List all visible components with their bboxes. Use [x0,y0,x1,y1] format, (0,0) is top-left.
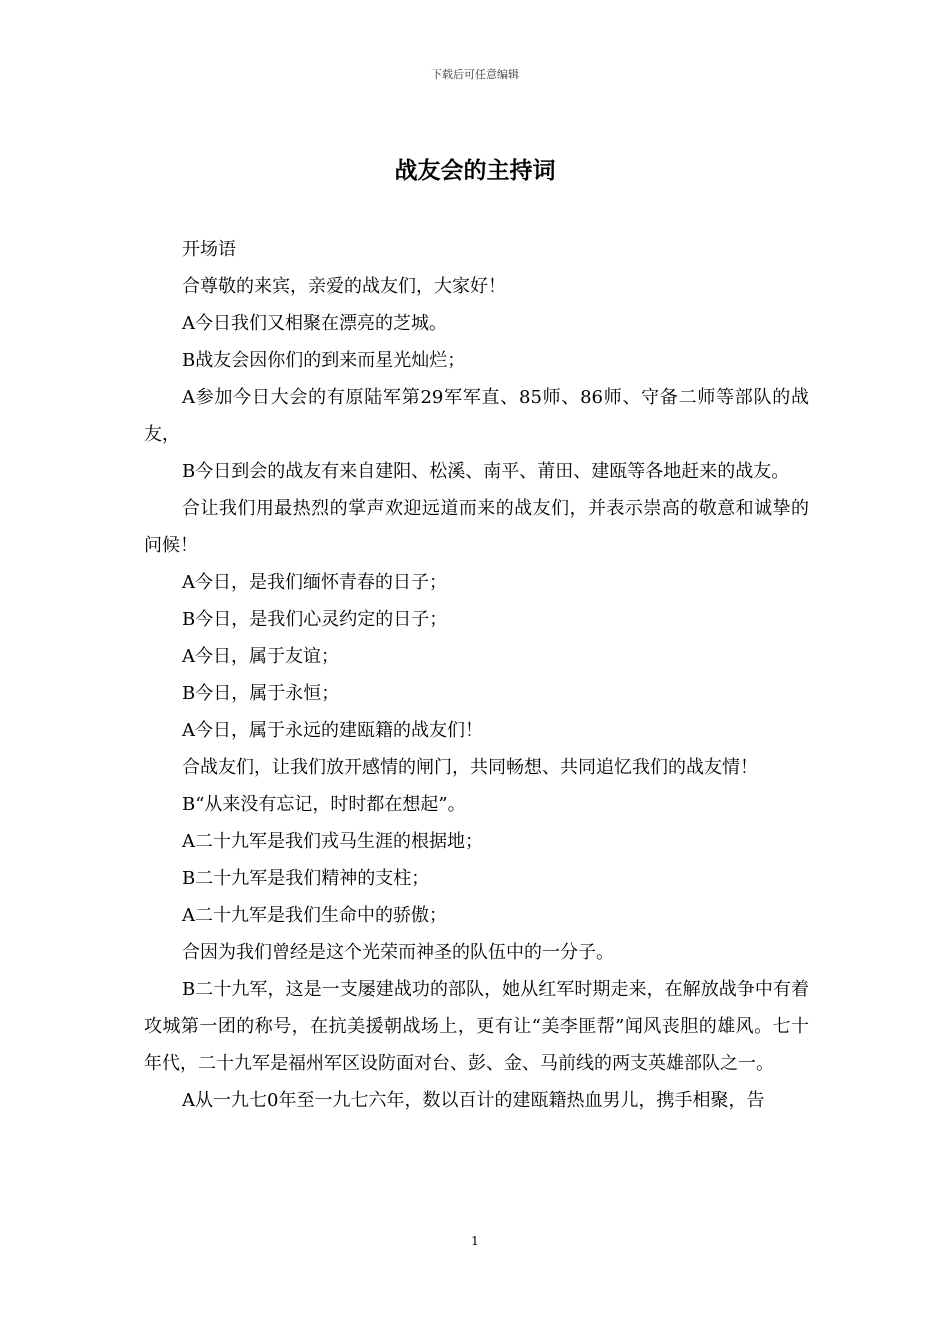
document-title: 战友会的主持词 [394,158,556,184]
paragraph: A二十九军是我们戎马生涯的根据地； [182,831,483,852]
paragraph: A今日我们又相聚在漂亮的芝城。 [182,313,447,334]
paragraph: A二十九军是我们生命中的骄傲； [182,905,447,926]
paragraph: 合让我们用最热烈的掌声欢迎远道而来的战友们，并表示崇高的敬意和诚挚的问候！ [144,498,809,556]
page-number: 1 [471,1234,479,1248]
paragraph: B今日，是我们心灵约定的日子； [182,609,448,630]
paragraph: B二十九军是我们精神的支柱； [182,868,430,889]
paragraph: B今日到会的战友有来自建阳、松溪、南平、莆田、建瓯等各地赶来的战友。 [182,461,790,482]
paragraph: 合因为我们曾经是这个光荣而神圣的队伍中的一分子。 [182,942,614,963]
paragraph: B“从来没有忘记，时时都在想起”。 [182,794,466,815]
paragraph: 合战友们，让我们放开感情的闸门，共同畅想、共同追忆我们的战友情！ [182,757,758,778]
paragraph: B战友会因你们的到来而星光灿烂； [182,350,466,371]
paragraph: B二十九军，这是一支屡建战功的部队，她从红军时期走来，在解放战争中有着攻城第一团的称号，在抗美援朝战场上，更有让“美李匪帮”闻风丧胆的雄风。七十年代，二十九军是福州军区设防面对台、彭、金、马前线的两支英雄部队之一。 [144,979,809,1074]
paragraph: A今日，属于友谊； [182,646,339,667]
paragraph: B今日，属于永恒； [182,683,340,704]
paragraph: A从一九七0年至一九七六年，数以百计的建瓯籍热血男儿，携手相聚，告 [182,1090,765,1111]
document-body [144,231,809,1119]
paragraph: A今日，属于永远的建瓯籍的战友们！ [182,720,483,741]
page-header-note: 下载后可任意编辑 [431,68,519,81]
paragraph: 合尊敬的来宾，亲爱的战友们，大家好！ [182,276,506,297]
paragraph: 开场语 [182,239,236,260]
paragraph: A参加今日大会的有原陆军第29军军直、85师、86师、守备二师等部队的战友， [144,387,809,445]
paragraph: A今日，是我们缅怀青春的日子； [182,572,447,593]
